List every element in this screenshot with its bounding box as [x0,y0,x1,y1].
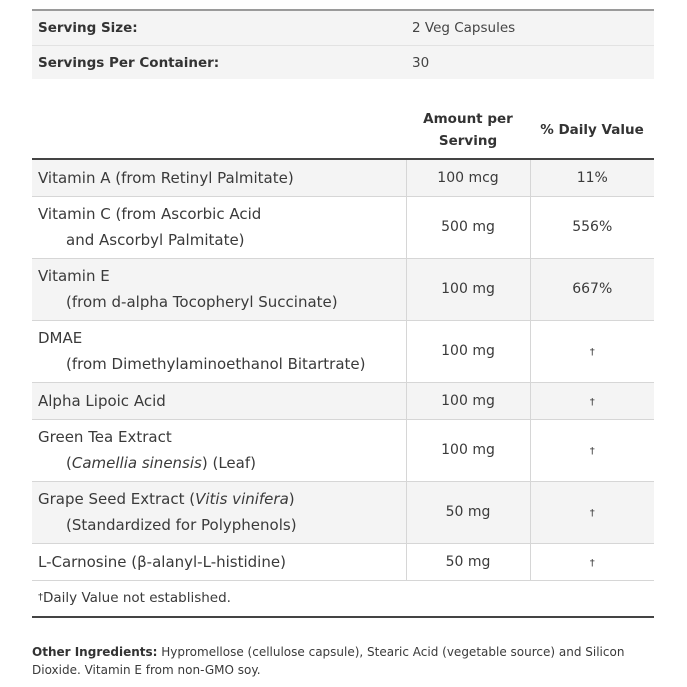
name-column-header [32,102,406,159]
dagger-symbol: † [589,508,595,519]
nutrient-name-line1: Vitamin C (from Ascorbic Acid [38,205,262,223]
nutrient-daily-value: 556% [530,196,654,258]
table-row [32,419,654,481]
nutrient-name-line1: Vitamin A (from Retinyl Palmitate) [38,168,294,187]
serving-size-row [32,10,654,46]
table-header-row [32,102,654,159]
table-row [32,320,654,382]
amount-header-line2: Serving [438,133,498,149]
nutrient-amount: 500 mg [406,196,530,258]
nutrient-amount: 50 mg [406,543,530,580]
footnote [32,580,654,617]
footnote-dagger: † [38,592,43,603]
nutrient-amount: 100 mg [406,320,530,382]
servings-per-container-label: Servings Per Container: [32,46,406,80]
serving-info-table [32,9,654,79]
nutrient-name-line2: (from Dimethylaminoethanol Bitartrate) [66,355,366,373]
nutrient-amount: 100 mg [406,382,530,419]
name-line2-suffix: ) (Leaf) [201,454,256,472]
other-ingredients [32,643,662,679]
table-row [32,159,654,196]
daily-value-column-header: % Daily Value [530,102,654,159]
other-ingredients-text: Hypromellose (cellulose capsule), Stearic Acid (vegetable source) and Silicon Dioxide. Vitamin E from non-GMO soy. [32,645,625,677]
nutrient-amount: 100 mcg [406,159,530,196]
nutrient-daily-value [530,320,654,382]
nutrient-daily-value [530,382,654,419]
table-row [32,258,654,320]
amount-column-header [406,102,530,159]
serving-size-label: Serving Size: [32,10,406,46]
nutrient-name [32,196,406,258]
nutrient-name-line1: Green Tea Extract [38,428,172,446]
nutrient-daily-value [530,419,654,481]
nutrient-name-line1: Alpha Lipoic Acid [38,391,166,410]
nutrient-name-line1: DMAE [38,329,83,347]
table-row [32,382,654,419]
name-line1-suffix: ) [288,490,295,508]
nutrient-amount: 100 mg [406,419,530,481]
dagger-symbol: † [589,347,595,358]
nutrient-daily-value [530,481,654,543]
botanical-name: Vitis vinifera [195,490,289,508]
table-row [32,481,654,543]
supplement-facts [32,9,654,618]
dagger-symbol: † [589,557,595,569]
table-row [32,196,654,258]
nutrient-amount: 50 mg [406,481,530,543]
nutrient-name [32,543,406,580]
botanical-name: Camellia sinensis [71,454,202,472]
nutrient-name [32,481,406,543]
nutrient-name-line2 [38,450,406,476]
other-ingredients-label: Other Ingredients: [32,645,158,659]
dagger-symbol: † [589,446,595,457]
nutrient-name [32,382,406,419]
dagger-symbol: † [589,396,595,408]
table-row [32,543,654,580]
servings-per-container-row [32,46,654,80]
nutrient-name-line1 [38,486,406,512]
footnote-text: Daily Value not established. [43,590,231,606]
nutrient-amount: 100 mg [406,258,530,320]
nutrient-name [32,419,406,481]
nutrient-name-line1: L-Carnosine (β-alanyl-L-histidine) [38,552,286,571]
name-line2-prefix: ( [66,454,72,472]
amount-header-line1: Amount per [423,111,513,127]
nutrient-name [32,320,406,382]
nutrient-daily-value: 11% [530,159,654,196]
nutrient-table [32,102,654,618]
nutrient-daily-value: 667% [530,258,654,320]
nutrient-daily-value [530,543,654,580]
nutrient-name-line1: Vitamin E [38,267,110,285]
nutrient-name [32,258,406,320]
nutrient-name [32,159,406,196]
nutrient-name-line2: (from d-alpha Tocopheryl Succinate) [66,293,338,311]
nutrient-name-line2: and Ascorbyl Palmitate) [66,231,245,249]
serving-size-value: 2 Veg Capsules [406,10,654,46]
servings-per-container-value: 30 [406,46,654,80]
footnote-row [32,580,654,617]
name-line1-prefix: Grape Seed Extract ( [38,490,196,508]
nutrient-name-line2: (Standardized for Polyphenols) [66,516,297,534]
